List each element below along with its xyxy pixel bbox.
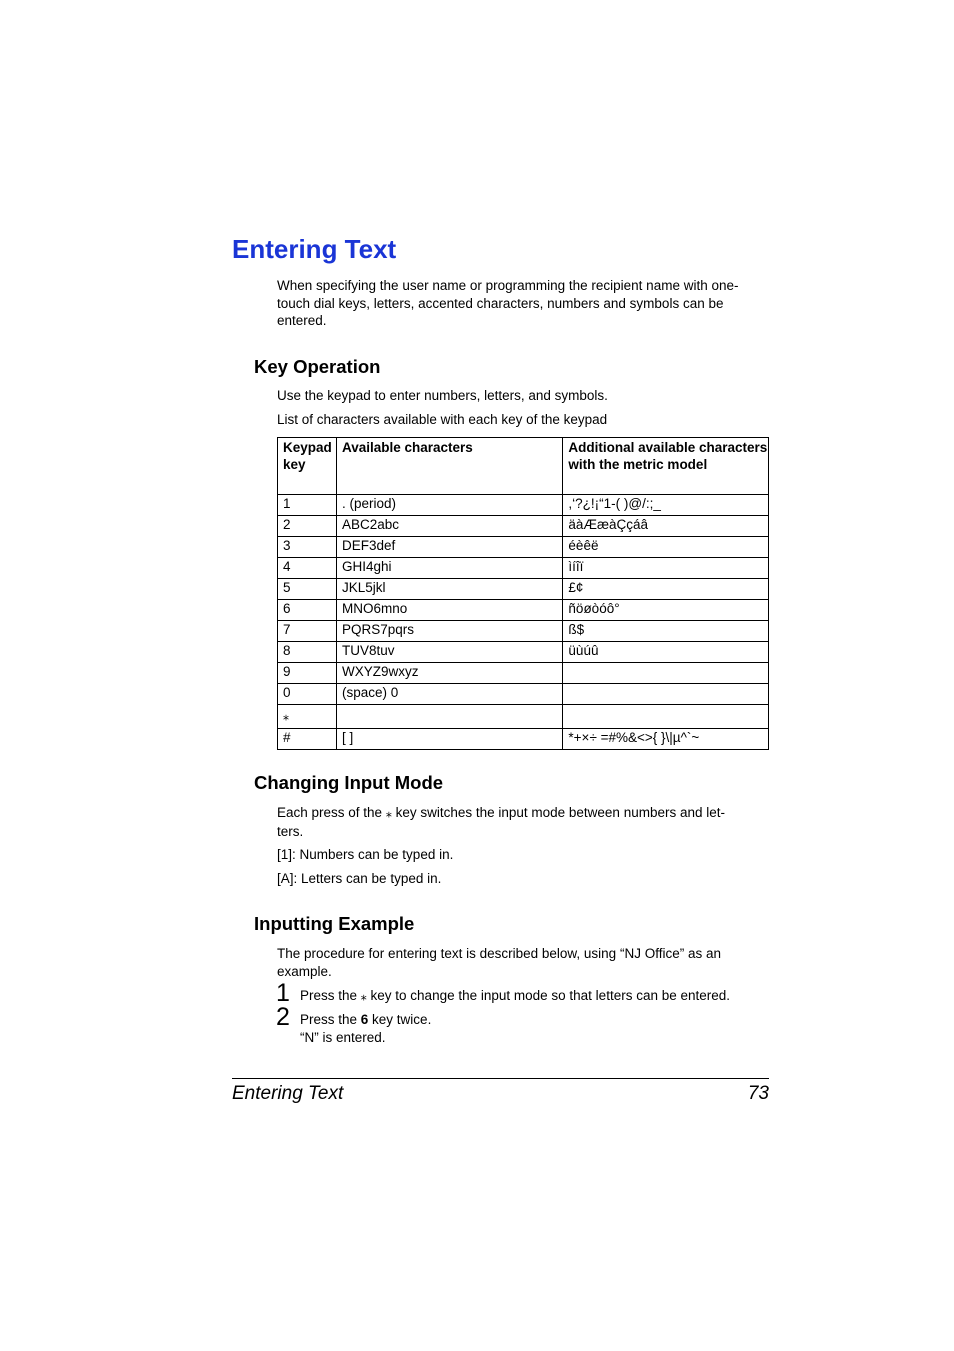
table-header-row: [278, 438, 769, 495]
table-row: [278, 642, 769, 663]
cell-available: DEF3def: [336, 537, 562, 558]
cell-additional: [563, 705, 769, 729]
mode-text-after: key switches the input mode between numbers and let-: [391, 805, 725, 820]
table-row: [278, 663, 769, 684]
cell-additional: éèêë: [563, 537, 769, 558]
header-keypad-key: Keypad key: [278, 438, 337, 495]
table-row: [278, 684, 769, 705]
cell-additional: ñöøòóô°: [563, 600, 769, 621]
keypad-table: [277, 437, 769, 750]
cell-key: 5: [278, 579, 337, 600]
cell-additional: *+×÷ =#%&<>{ }\|µ^`~: [563, 729, 769, 750]
step-2-key: 6: [360, 1012, 369, 1027]
cell-additional: ìíîï: [563, 558, 769, 579]
cell-available: TUV8tuv: [336, 642, 562, 663]
table-row: [278, 621, 769, 642]
cell-key: 9: [278, 663, 337, 684]
cell-additional: ß$: [563, 621, 769, 642]
cell-available: PQRS7pqrs: [336, 621, 562, 642]
cell-available: WXYZ9wxyz: [336, 663, 562, 684]
step-1-after: key to change the input mode so that letters can be entered.: [366, 988, 731, 1003]
key-operation-line1: Use the keypad to enter numbers, letters, and symbols.: [277, 388, 608, 403]
page-title: Entering Text: [232, 234, 397, 264]
step-2-result: “N” is entered.: [300, 1030, 386, 1045]
footer-title: Entering Text: [232, 1083, 344, 1104]
cell-key: 3: [278, 537, 337, 558]
intro-paragraph: When specifying the user name or programming the recipient name with one-touch dial keys, letters, accented characters, numbers and symbols can be entered.: [277, 278, 739, 328]
step-2-number: 2: [276, 1003, 290, 1031]
cell-additional: ,‘?¿!¡“1-( )@/:;_: [563, 495, 769, 516]
cell-key: 6: [278, 600, 337, 621]
header-available-characters: Available characters: [336, 438, 562, 495]
cell-additional: üùúû: [563, 642, 769, 663]
cell-available: ABC2abc: [336, 516, 562, 537]
cell-available: MNO6mno: [336, 600, 562, 621]
star-key-icon: ⁎: [360, 989, 367, 1003]
cell-key: 0: [278, 684, 337, 705]
mode-item-letters: [A]: Letters can be typed in.: [277, 871, 442, 886]
cell-available: [ ]: [336, 729, 562, 750]
cell-available: (space) 0: [336, 684, 562, 705]
cell-available: . (period): [336, 495, 562, 516]
mode-text-after-2: ters.: [277, 823, 304, 839]
footer-rule: [232, 1078, 769, 1079]
mode-item-numbers: [1]: Numbers can be typed in.: [277, 847, 454, 862]
cell-key: 4: [278, 558, 337, 579]
key-operation-line2: List of characters available with each key of the keypad: [277, 412, 608, 427]
cell-key: 1: [278, 495, 337, 516]
step-2-after: key twice.: [368, 1012, 432, 1027]
cell-additional: [563, 663, 769, 684]
step-2-before: Press the: [300, 1012, 361, 1027]
step-2-text: [300, 1011, 431, 1029]
cell-key: 7: [278, 621, 337, 642]
cell-available: GHI4ghi: [336, 558, 562, 579]
cell-key-star-icon: ⁎: [278, 705, 337, 729]
table-row: [278, 729, 769, 750]
cell-available: [336, 705, 562, 729]
mode-text-before: Each press of the: [277, 805, 386, 820]
cell-available: JKL5jkl: [336, 579, 562, 600]
inputting-example-heading: Inputting Example: [254, 913, 415, 934]
cell-additional: [563, 684, 769, 705]
table-row: [278, 558, 769, 579]
header-additional-characters: Additional available characters with the metric model: [563, 438, 769, 495]
cell-key: 8: [278, 642, 337, 663]
table-row: [278, 495, 769, 516]
key-operation-heading: Key Operation: [254, 356, 381, 377]
cell-key: #: [278, 729, 337, 750]
page-number: 73: [747, 1083, 769, 1104]
star-key-icon: ⁎: [385, 806, 392, 820]
table-row: [278, 579, 769, 600]
changing-input-mode-heading: Changing Input Mode: [254, 772, 444, 793]
cell-additional: äàÆæàÇçáâ: [563, 516, 769, 537]
table-row: [278, 600, 769, 621]
changing-input-mode-paragraph: [277, 804, 769, 840]
table-row: [278, 516, 769, 537]
cell-additional: £¢: [563, 579, 769, 600]
step-1-text: [300, 987, 730, 1006]
table-row: [278, 537, 769, 558]
cell-key: 2: [278, 516, 337, 537]
step-1-number: 1: [276, 979, 290, 1007]
table-row: [278, 705, 769, 729]
inputting-example-paragraph: The procedure for entering text is described below, using “NJ Office” as an example.: [277, 946, 721, 979]
step-1-before: Press the: [300, 988, 361, 1003]
